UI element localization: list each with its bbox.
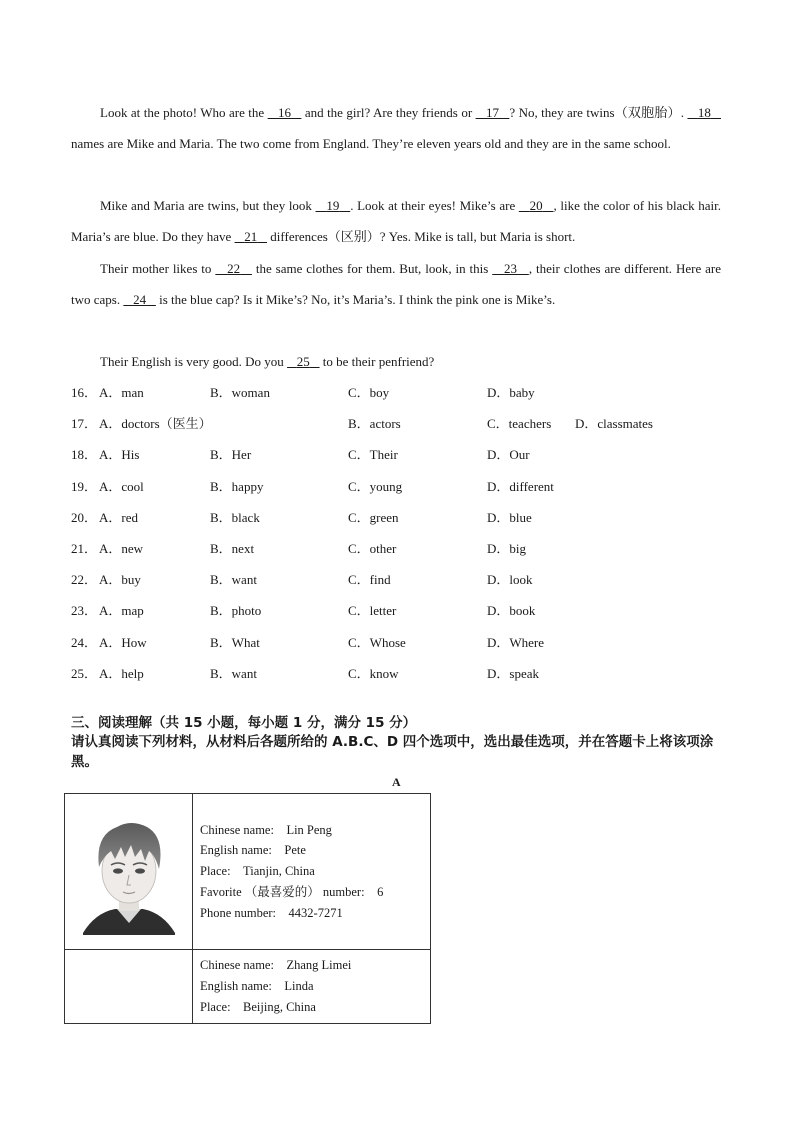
passage-paragraph-3 xyxy=(71,253,721,315)
passage-text: is the blue cap? Is it Mike’s? No, it’s Maria’s. I think the pink one is Mike’s. xyxy=(155,292,556,307)
section-instructions: 请认真阅读下列材料，从材料后各题所给的 A.B.C、D 四个选项中，选出最佳选项，并在答题卡上将该项涂黑。 xyxy=(71,734,714,770)
blank-19: 19 xyxy=(326,198,340,213)
option-b: B．happy xyxy=(210,478,264,494)
option-b: B．want xyxy=(210,665,257,681)
option-a: A．His xyxy=(99,447,140,463)
question-row-18 xyxy=(71,439,721,470)
blank-21: 21 xyxy=(244,229,258,244)
passage-paragraph-4 xyxy=(71,346,721,377)
option-b: B．woman xyxy=(210,385,270,400)
passage-text: Their mother likes to xyxy=(100,261,216,276)
blank-18: 18 xyxy=(697,105,711,120)
blank-22: 22 xyxy=(227,261,241,276)
option-d: D．big xyxy=(487,540,527,556)
question-row-25 xyxy=(71,658,721,689)
passage-text: ? No, they are twins（双胞胎）. xyxy=(509,105,688,120)
option-c: C．young xyxy=(348,478,403,494)
option-a: A．new xyxy=(99,540,144,556)
option-d: D．Our xyxy=(487,447,530,463)
option-a: A．man xyxy=(99,385,144,400)
question-number: 21． xyxy=(71,540,98,556)
profile-info-cell xyxy=(193,950,431,1024)
option-d: D．Where xyxy=(487,634,545,650)
option-a: A．doctors（医生） xyxy=(99,416,212,432)
passage-text: Their English is very good. Do you xyxy=(100,354,288,369)
option-d: D．look xyxy=(487,572,533,588)
profile-table xyxy=(64,793,431,1024)
passage-text: the same clothes for them. But, look, in this xyxy=(251,261,493,276)
option-a: A．red xyxy=(99,509,138,525)
option-c: C．Whose xyxy=(348,634,406,650)
option-c: C．boy xyxy=(348,385,390,400)
photo-cell xyxy=(65,794,193,950)
option-b: B．want xyxy=(210,572,257,588)
blank-23: 23 xyxy=(504,261,518,276)
option-d: D．book xyxy=(487,603,536,619)
option-b: B．Her xyxy=(210,447,252,463)
option-b: B．next xyxy=(210,540,255,556)
passage-text: , their clothes are different. Here are two caps. xyxy=(71,261,722,307)
option-b: B．black xyxy=(210,509,260,525)
option-a: A．help xyxy=(99,665,144,681)
question-row-17 xyxy=(71,408,721,439)
option-b: B．photo xyxy=(210,603,262,619)
passage-text: Mike and Maria are twins, but they look xyxy=(100,198,316,213)
blank-17: 17 xyxy=(485,105,499,120)
favorite-number: Favorite （最喜爱的） number: 6 xyxy=(200,884,384,899)
question-number: 25． xyxy=(71,665,98,681)
english-name: English name: Linda xyxy=(200,979,314,994)
question-number: 24． xyxy=(71,634,98,650)
passage-text: to be their penfriend? xyxy=(319,354,435,369)
passage-text: . Look at their eyes! Mike’s are xyxy=(350,198,519,213)
question-number: 19． xyxy=(71,478,98,494)
photo-cell xyxy=(65,950,193,1024)
question-number: 16． xyxy=(71,385,98,400)
place: Place: Tianjin, China xyxy=(200,864,315,879)
question-row-22 xyxy=(71,564,721,595)
question-row-21 xyxy=(71,533,721,564)
passage-paragraph-2 xyxy=(71,190,721,252)
question-number: 22． xyxy=(71,572,98,588)
option-d: D．baby xyxy=(487,385,535,400)
boy-portrait-image xyxy=(65,795,192,949)
profile-row xyxy=(65,950,431,1024)
option-a: A．map xyxy=(99,603,144,619)
option-d: D．blue xyxy=(487,509,532,525)
passage-text: Look at the photo! Who are the xyxy=(100,105,268,120)
chinese-name: Chinese name: Zhang Limei xyxy=(200,958,352,973)
english-name: English name: Pete xyxy=(200,843,306,858)
chinese-name: Chinese name: Lin Peng xyxy=(200,822,332,837)
question-row-19 xyxy=(71,471,721,502)
profile-info-cell xyxy=(193,794,431,950)
question-row-20 xyxy=(71,502,721,533)
option-c: C．letter xyxy=(348,603,397,619)
option-c: C．know xyxy=(348,665,399,681)
question-number: 20． xyxy=(71,509,98,525)
section-title: 三、阅读理解（共 15 小题，每小题 1 分，满分 15 分） xyxy=(71,715,417,731)
option-b: B．actors xyxy=(348,416,401,432)
blank-16: 16 xyxy=(278,105,292,120)
question-number: 18． xyxy=(71,447,98,463)
question-row-16 xyxy=(71,377,721,408)
question-number: 23． xyxy=(71,603,98,619)
passage-paragraph-1 xyxy=(71,97,721,159)
option-b: B．What xyxy=(210,634,260,650)
place: Place: Beijing, China xyxy=(200,999,316,1014)
option-c: C．other xyxy=(348,540,397,556)
option-a: A．buy xyxy=(99,572,141,588)
question-row-23 xyxy=(71,595,721,626)
option-d: D．speak xyxy=(487,665,539,681)
passage-label: A xyxy=(392,775,401,789)
option-c: C．green xyxy=(348,509,399,525)
profile-row xyxy=(65,794,431,950)
passage-text: names are Mike and Maria. The two come from England. They’re eleven years old and they are in the same school. xyxy=(71,136,671,151)
option-d: D．classmates xyxy=(575,416,653,432)
passage-text: , like the color of his black hair. Maria’s are blue. Do they have xyxy=(71,198,722,244)
question-options xyxy=(71,377,721,689)
option-a: A．cool xyxy=(99,478,144,494)
option-a: A．How xyxy=(99,634,147,650)
option-d: D．different xyxy=(487,478,554,494)
option-c: C．Their xyxy=(348,447,398,463)
option-c: C．find xyxy=(348,572,391,588)
passage-text: differences（区别）? Yes. Mike is tall, but Maria is short. xyxy=(267,229,576,244)
phone-number: Phone number: 4432-7271 xyxy=(200,905,343,920)
passage-text: and the girl? Are they friends or xyxy=(301,105,476,120)
blank-24: 24 xyxy=(133,292,147,307)
blank-25: 25 xyxy=(296,354,310,369)
option-c: C．teachers xyxy=(487,416,552,432)
blank-20: 20 xyxy=(529,198,543,213)
question-number: 17． xyxy=(71,416,98,432)
question-row-24 xyxy=(71,627,721,658)
